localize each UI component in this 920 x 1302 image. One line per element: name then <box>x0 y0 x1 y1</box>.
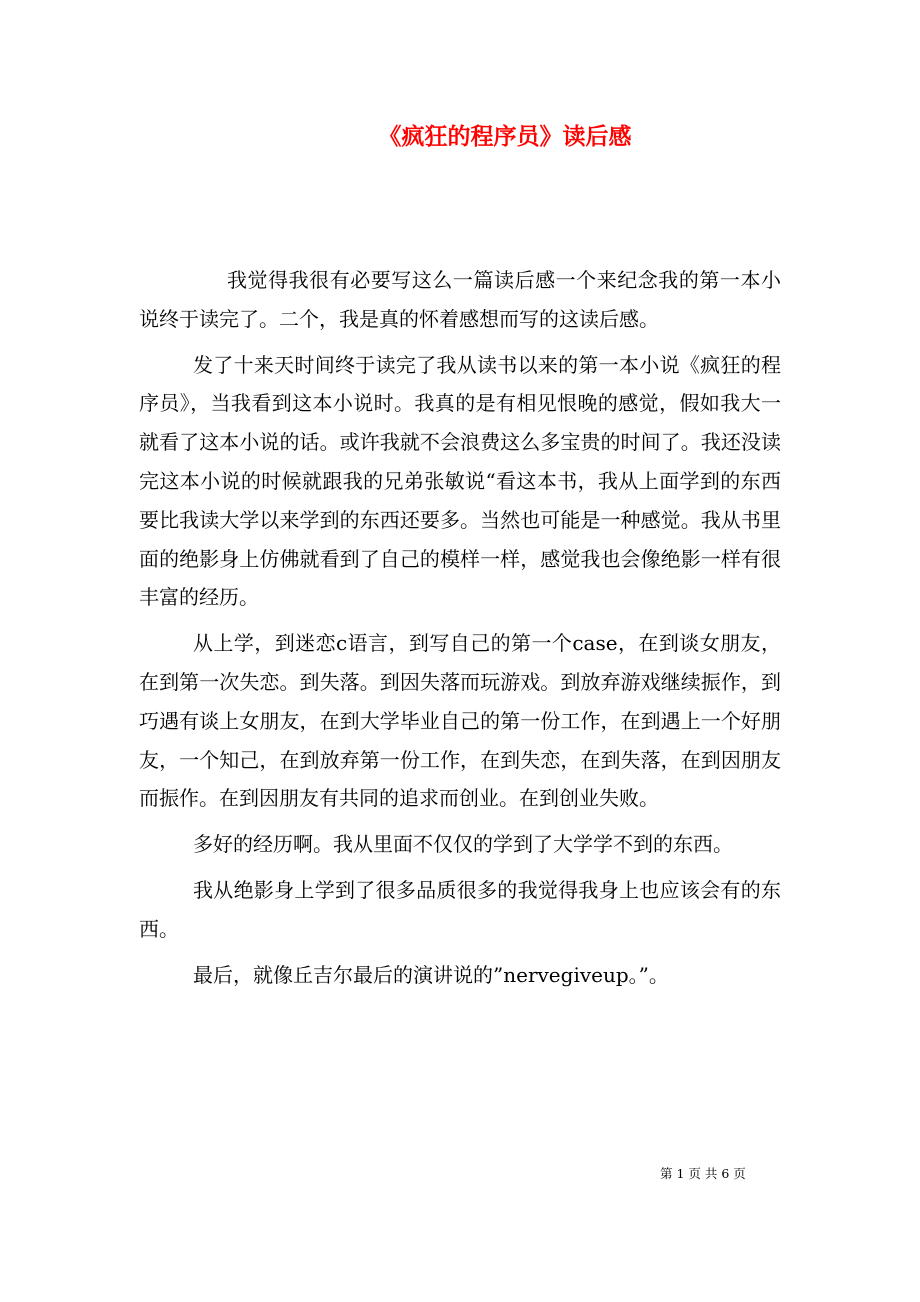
paragraph-5: 我从绝影身上学到了很多品质很多的我觉得我身上也应该会有的东西。 <box>139 877 781 941</box>
paragraph-2: 发了十来天时间终于读完了我从读书以来的第一本小说《疯狂的程序员》，当我看到这本小说时。我真的是有相见恨晚的感觉，假如我大一就看了这本小说的话。或许我就不会浪费这么多宝贵的时间了。我还没读完这本小说的时候就跟我的兄弟张敏说“看这本书，我从上面学到的东西要比我读大学以来学到的东西还要多。当然也可能是一种感觉。我从书里面的绝影身上仿佛就看到了自己的模样一样，感觉我也会像绝影一样有很丰富的经历。 <box>139 352 781 610</box>
page-number-footer: 第 1 页 共 6 页 <box>660 1166 746 1181</box>
paragraph-1: 我觉得我很有必要写这么一篇读后感一个来纪念我的第一本小说终于读完了。二个，我是真的怀着感想而写的这读后感。 <box>139 268 781 331</box>
paragraph-6: 最后，就像丘吉尔最后的演讲说的”nervegiveup。”。 <box>193 962 669 987</box>
document-title: 《疯狂的程序员》读后感 <box>378 124 632 150</box>
document-body <box>139 261 781 1001</box>
paragraph-3: 从上学，到迷恋c语言，到写自己的第一个case，在到谈女朋友，在到第一次失恋。到失落。到因失落而玩游戏。到放弃游戏继续振作，到巧遇有谈上女朋友，在到大学毕业自己的第一份工作，在到遇上一个好朋友，一个知己，在到放弃第一份工作，在到失恋，在到失落，在到因朋友而振作。在到因朋友有共同的追求而创业。在到创业失败。 <box>139 631 781 811</box>
paragraph-4: 多好的经历啊。我从里面不仅仅的学到了大学学不到的东西。 <box>193 832 733 857</box>
